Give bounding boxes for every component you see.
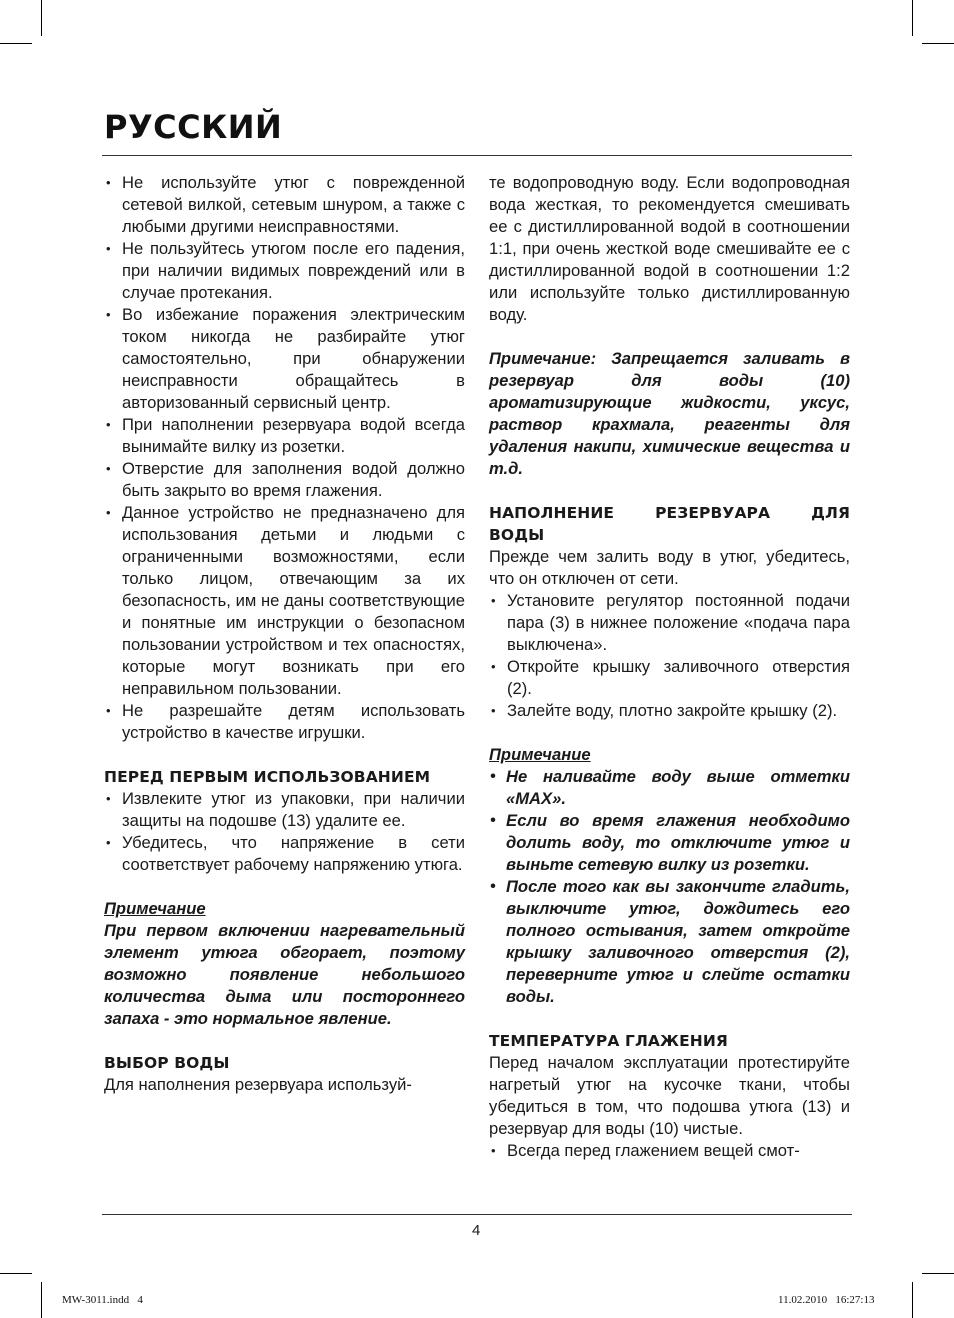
section-heading-filling-cont: ВОДЫ bbox=[489, 526, 545, 544]
section-heading-before-first-use: ПЕРЕД ПЕРВЫМ ИСПОЛЬЗОВАНИЕМ bbox=[104, 768, 431, 786]
crop-mark bbox=[912, 1282, 913, 1318]
list-item: • Не используйте утюг с поврежденной сетевой вилкой, сетевым шнуром, а также с любыми другими неисправностями. bbox=[104, 172, 465, 238]
header-rule bbox=[102, 155, 852, 156]
list-item: • Не пользуйтесь утюгом после его падения, при наличии видимых повреждений или в случае протекания. bbox=[104, 238, 465, 304]
section-heading-temperature: ТЕМПЕРАТУРА ГЛАЖЕНИЯ bbox=[489, 1032, 728, 1050]
crop-mark bbox=[41, 1282, 42, 1318]
left-column bbox=[104, 172, 465, 1096]
note-text: При первом включении нагревательный элемент утюга обгорает, поэтому возможно появление небольшого количества дыма или постороннего запаха - это нормальное явление. bbox=[104, 921, 465, 1028]
list-item: • Откройте крышку заливочного отверстия (2). bbox=[489, 656, 850, 700]
section-heading-water-choice: ВЫБОР ВОДЫ bbox=[104, 1054, 230, 1072]
list-item: • Если во время глажения необходимо долить воду, то отключите утюг и выньте сетевую вилку из розетки. bbox=[489, 810, 850, 876]
crop-mark bbox=[0, 1273, 32, 1274]
paragraph: Перед началом эксплуатации протестируйте нагретый утюг на кусочке ткани, чтобы убедиться в том, что подошва утюга (13) и резервуар для воды (10) чистые. bbox=[489, 1053, 850, 1138]
list-item: • Убедитесь, что напряжение в сети соответствует рабочему напряжению утюга. bbox=[104, 832, 465, 876]
timestamp: 11.02.2010 16:27:13 bbox=[778, 1294, 875, 1306]
list-item: • Установите регулятор постоянной подачи пара (3) в нижнее положение «подача пара выключена». bbox=[489, 590, 850, 656]
page-title: РУССКИЙ bbox=[104, 108, 283, 146]
section-heading-filling: НАПОЛНЕНИЕ РЕЗЕРВУАРА ДЛЯ bbox=[489, 504, 850, 522]
crop-mark bbox=[922, 1273, 954, 1274]
list-item: • Всегда перед глажением вещей смот- bbox=[489, 1140, 850, 1162]
note-title: Примечание bbox=[104, 899, 206, 918]
list-item: • Во избежание поражения электрическим током никогда не разбирайте утюг самостоятельно, при обнаружении неисправности обращайтесь в авторизованный сервисный центр. bbox=[104, 304, 465, 414]
note-text: Примечание: Запрещается заливать в резервуар для воды (10) ароматизирующие жидкости, уксус, раствор крахмала, реагенты для удаления накипи, химические вещества и т.д. bbox=[489, 349, 850, 478]
note-list bbox=[489, 766, 850, 1008]
note-title: Примечание bbox=[489, 745, 591, 764]
list-item: • Не разрешайте детям использовать устройство в качестве игрушки. bbox=[104, 700, 465, 744]
filling-list bbox=[489, 590, 850, 722]
crop-mark bbox=[0, 43, 32, 44]
crop-mark bbox=[912, 0, 913, 36]
paragraph: Прежде чем залить воду в утюг, убедитесь, что он отключен от сети. bbox=[489, 547, 850, 588]
list-item: • Извлеките утюг из упаковки, при наличии защиты на подошве (13) удалите ее. bbox=[104, 788, 465, 832]
safety-list bbox=[104, 172, 465, 744]
page-number: 4 bbox=[472, 1222, 481, 1239]
list-item: • Данное устройство не предназначено для использования детьми и людьми с ограниченными возможностями, если только лицом, отвечающим за их безопасность, им не даны соответствующие и понятные им инструкции о безопасном пользовании устройством и тех опасностях, которые могут возникать при его неправильном пользовании. bbox=[104, 502, 465, 700]
crop-mark bbox=[922, 43, 954, 44]
right-column bbox=[489, 172, 850, 1162]
temperature-list bbox=[489, 1140, 850, 1162]
list-item: • При наполнении резервуара водой всегда вынимайте вилку из розетки. bbox=[104, 414, 465, 458]
footer-rule bbox=[102, 1214, 852, 1215]
list-item: • Не наливайте воду выше отметки «MAX». bbox=[489, 766, 850, 810]
paragraph: те водопроводную воду. Если водопроводная вода жесткая, то рекомендуется смешивать ее с дистиллированной водой в соотношении 1:1, при очень жесткой воде смешивайте ее с дистиллированной водой в соотношении 1:2 или используйте только дистиллированную воду. bbox=[489, 173, 850, 324]
crop-mark bbox=[41, 0, 42, 36]
list-item: • Залейте воду, плотно закройте крышку (2). bbox=[489, 700, 850, 722]
list-item: • После того как вы закончите гладить, выключите утюг, дождитесь его полного остывания, затем откройте крышку заливочного отверстия (2), переверните утюг и слейте остатки воды. bbox=[489, 876, 850, 1008]
before-first-use-list bbox=[104, 788, 465, 876]
list-item: • Отверстие для заполнения водой должно быть закрыто во время глажения. bbox=[104, 458, 465, 502]
file-name: MW-3011.indd 4 bbox=[62, 1294, 143, 1306]
paragraph: Для наполнения резервуара используй- bbox=[104, 1075, 412, 1094]
